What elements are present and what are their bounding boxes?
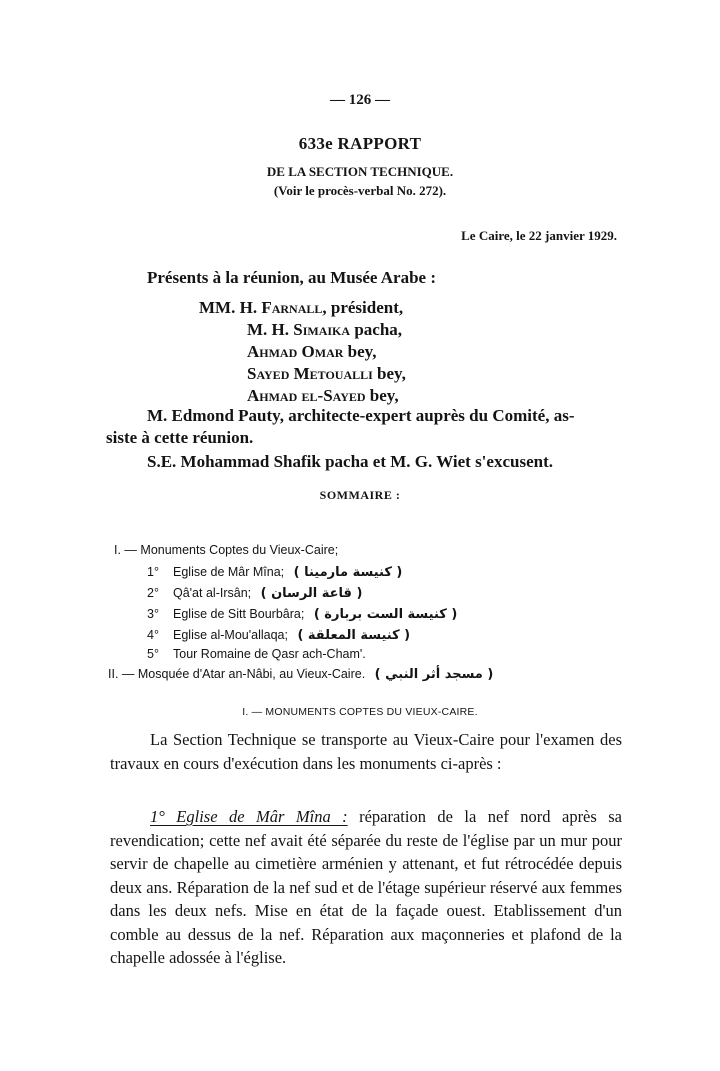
toc-item <box>147 607 457 622</box>
member-name: Sayed Metoualli <box>247 364 373 383</box>
member-role: pacha, <box>350 320 403 339</box>
member-row <box>247 386 399 406</box>
member-row <box>247 364 406 384</box>
report-date: Le Caire, le 22 janvier 1929. <box>461 228 617 243</box>
section-intro-paragraph <box>110 728 622 775</box>
toc-text: Eglise de Sitt Bourbâra; <box>173 607 305 621</box>
section-heading: I. — MONUMENTS COPTES DU VIEUX-CAIRE. <box>242 706 478 718</box>
item1-paragraph <box>110 805 622 970</box>
toc-num: 4° <box>147 628 159 642</box>
toc-num: 2° <box>147 586 159 600</box>
member-row <box>247 320 402 340</box>
toc-item <box>108 667 493 682</box>
toc-item <box>147 647 366 661</box>
member-name: Ahmad Omar <box>247 342 344 361</box>
toc-text: Qâ'at al-Irsân; <box>173 586 252 600</box>
item1-body: réparation de la nef nord après sa revendication; cette nef avait été séparée du reste de l'église par un mur pour servir de chapelle au cimetière arménien y attenant, et fut rétrocédée depuis deux ans. Réparation de la nef sud et de l'étage supérieur réservé aux femmes dans les deux nefs. Mise en état de la façade ouest. Etablissement d'un comble au dessus de la nef. Réparation aux maçonneries et plafond de la chapelle adossée à l'église. <box>110 807 622 967</box>
toc-num: 3° <box>147 607 159 621</box>
toc-arabic: ( كنيسة الست بربارة ) <box>313 607 458 622</box>
toc-arabic: ( كنيسة المعلقة ) <box>297 628 411 643</box>
report-subtitle: DE LA SECTION TECHNIQUE. <box>266 164 454 179</box>
report-reference: (Voir le procès-verbal No. 272). <box>273 183 447 198</box>
toc-text: Eglise al-Mou'allaqa; <box>173 628 288 642</box>
report-title: 633e RAPPORT <box>298 134 422 153</box>
member-name: M. H. Simaika <box>247 320 351 339</box>
toc-arabic: ( قاعة الرسان ) <box>260 586 363 601</box>
excused-line: S.E. Mohammad Shafik pacha et M. G. Wiet s'excusent. <box>147 452 553 471</box>
sommaire-title: SOMMAIRE : <box>319 488 401 502</box>
toc-num: II. — <box>108 667 135 681</box>
toc-item <box>114 543 338 557</box>
member-role: président, <box>326 298 404 317</box>
member-row <box>247 342 376 362</box>
toc-num: 1° <box>147 565 159 579</box>
member-row <box>199 298 403 318</box>
toc-text: Tour Romaine de Qasr ach-Cham'. <box>173 647 366 661</box>
item1-text <box>110 805 622 970</box>
member-name: Ahmad el-Sayed <box>247 386 366 405</box>
toc-item <box>147 565 402 580</box>
member-role: bey, <box>365 386 399 405</box>
guest-line: M. Edmond Pauty, architecte-expert auprès du Comité, as- <box>147 406 575 425</box>
toc-num: I. — <box>114 543 137 557</box>
toc-text: Monuments Coptes du Vieux-Caire; <box>140 543 339 557</box>
toc-item <box>147 628 410 643</box>
member-role: bey, <box>372 364 406 383</box>
section-intro-text: La Section Technique se transporte au Vieux-Caire pour l'examen des travaux en cours d'exécution dans les monuments ci-après : <box>110 730 622 773</box>
toc-item <box>147 586 362 601</box>
attendance-intro: Présents à la réunion, au Musée Arabe : <box>147 268 436 287</box>
member-role: bey, <box>343 342 377 361</box>
page-number: — 126 — <box>330 92 390 108</box>
toc-num: 5° <box>147 647 159 661</box>
toc-arabic: ( مسجد أثر النبي ) <box>374 667 494 682</box>
item1-title: 1° Eglise de Mâr Mîna : <box>150 807 348 826</box>
member-prefix: MM. <box>199 298 236 317</box>
toc-text: Eglise de Mâr Mîna; <box>173 565 285 579</box>
toc-arabic: ( كنيسة مارمينا ) <box>293 565 403 580</box>
toc-text: Mosquée d'Atar an-Nâbi, au Vieux-Caire. <box>137 667 366 681</box>
guest-line-cont: siste à cette réunion. <box>106 428 254 447</box>
member-name: H. Farnall, <box>239 298 327 317</box>
